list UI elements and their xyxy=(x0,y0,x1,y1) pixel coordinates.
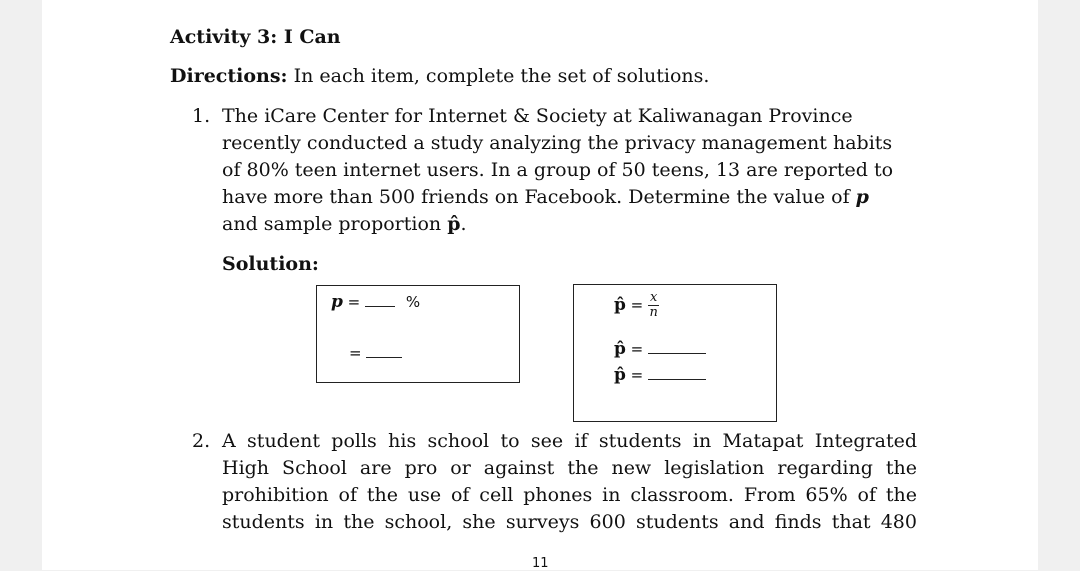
p-symbol: p xyxy=(331,292,343,312)
phat-substitution-blank[interactable] xyxy=(648,353,706,354)
item-2-text xyxy=(222,428,917,536)
item-1-number: 1. xyxy=(192,105,211,127)
p-answer-blank[interactable] xyxy=(365,306,395,307)
directions-label: Directions: xyxy=(170,65,288,87)
item-1-text xyxy=(222,103,912,238)
directions-text: In each item, complete the set of solutions. xyxy=(287,65,710,87)
p-decimal-equation: = xyxy=(349,344,402,362)
p-variable: p xyxy=(855,186,869,208)
percent-sign: % xyxy=(405,293,421,311)
phat-symbol: p̂ xyxy=(614,295,626,315)
phat-answer: p̂ = xyxy=(614,365,706,385)
document-page xyxy=(42,0,1038,570)
phat-substitution: p̂ = xyxy=(614,339,706,359)
p-equation: p = % xyxy=(331,292,421,312)
phat-formula: p̂ = $\frac{x}{n}$ xyxy=(614,290,658,320)
item-1 xyxy=(192,103,912,243)
item-2-line: students in the school, she surveys 600 students and finds that 480 xyxy=(222,511,917,533)
phat-answer-blank[interactable] xyxy=(648,379,706,380)
p-decimal-blank[interactable] xyxy=(366,357,402,358)
item-1-line: and sample proportion p̂. xyxy=(222,213,467,235)
item-2-line: High School are pro or against the new legislation regarding the xyxy=(222,457,917,479)
solution-box-p xyxy=(316,285,520,383)
item-2 xyxy=(192,428,922,540)
directions xyxy=(170,65,709,87)
item-1-line xyxy=(222,184,912,211)
item-1-line-text: have more than 500 friends on Facebook. Determine the value of xyxy=(222,186,856,208)
item-2-number: 2. xyxy=(192,430,211,452)
item-2-line: prohibition of the use of cell phones in classroom. From 65% of the xyxy=(222,484,917,506)
page-number: 11 xyxy=(532,556,549,571)
x-over-n-fraction: $\frac{x}{n}$ xyxy=(649,290,658,320)
p-hat-variable: p̂ xyxy=(447,213,461,235)
item-1-line: recently conducted a study analyzing the privacy management habits xyxy=(222,132,893,154)
solution-box-phat xyxy=(573,284,777,422)
item-1-line: of 80% teen internet users. In a group of 50 teens, 13 are reported to xyxy=(222,159,894,181)
activity-heading: Activity 3: I Can xyxy=(170,26,341,48)
item-2-line: A student polls his school to see if students in Matapat Integrated xyxy=(222,430,917,452)
solution-label: Solution: xyxy=(222,253,319,275)
item-1-line: The iCare Center for Internet & Society at Kaliwanagan Province xyxy=(222,105,853,127)
item-1-line-text: and sample proportion xyxy=(222,213,448,235)
